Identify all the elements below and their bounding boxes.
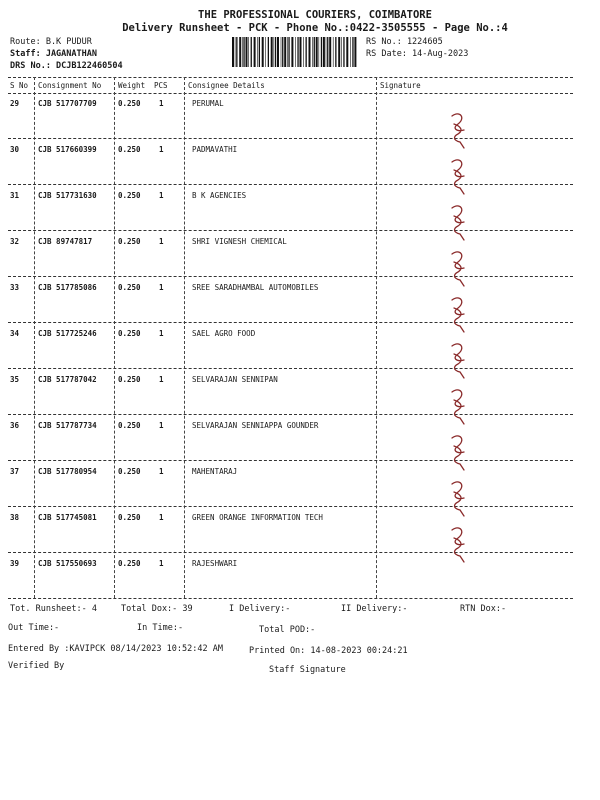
barcode-bar xyxy=(262,37,264,67)
barcode-bar xyxy=(327,37,328,67)
row-rule xyxy=(8,138,573,139)
barcode-bar xyxy=(319,37,320,67)
barcode-bar xyxy=(338,37,340,67)
row-details: SELVARAJAN SENNIPAN xyxy=(192,375,278,384)
barcode-image xyxy=(231,37,359,67)
row-weight: 0.250 xyxy=(118,467,141,476)
staff-label: Staff: JAGANATHAN xyxy=(10,49,97,59)
row-pcs: 1 xyxy=(159,237,164,246)
row-pcs: 1 xyxy=(159,329,164,338)
row-details: PERUMAL xyxy=(192,99,224,108)
company-title: THE PROFESSIONAL COURIERS, COIMBATORE xyxy=(198,9,432,21)
row-rule xyxy=(8,368,573,369)
barcode-bar xyxy=(239,37,241,67)
row-rule xyxy=(8,506,573,507)
row-details: SELVARAJAN SENNIAPPA GOUNDER xyxy=(192,421,319,430)
out-time: Out Time:- xyxy=(8,623,60,633)
row-sno: 38 xyxy=(10,513,20,522)
staff-signature-label: Staff Signature xyxy=(269,665,346,675)
row-consignment: CJB 517707709 xyxy=(38,99,97,108)
barcode-bar xyxy=(287,37,288,67)
row-signature xyxy=(452,252,464,286)
row-signature xyxy=(452,436,464,470)
row-weight: 0.250 xyxy=(118,145,141,154)
row-consignment: CJB 517787734 xyxy=(38,421,97,430)
row-consignment: CJB 517787042 xyxy=(38,375,97,384)
row-weight: 0.250 xyxy=(118,421,141,430)
row-pcs: 1 xyxy=(159,99,164,108)
row-details: GREEN ORANGE INFORMATION TECH xyxy=(192,513,323,522)
row-weight: 0.250 xyxy=(118,99,141,108)
row-pcs: 1 xyxy=(159,513,164,522)
row-pcs: 1 xyxy=(159,145,164,154)
barcode-bar xyxy=(282,37,283,67)
barcode-bar xyxy=(257,37,258,67)
barcode-bar xyxy=(235,37,236,67)
signature-marks xyxy=(440,104,480,564)
barcode-bar xyxy=(291,37,293,67)
row-details: SHRI VIGNESH CHEMICAL xyxy=(192,237,287,246)
row-sno: 32 xyxy=(10,237,20,246)
route-label: Route: B.K PUDUR xyxy=(10,37,92,47)
row-sno: 30 xyxy=(10,145,20,154)
row-weight: 0.250 xyxy=(118,513,141,522)
row-consignment: CJB 89747817 xyxy=(38,237,93,246)
barcode-bar xyxy=(297,37,298,67)
runsheet-subtitle: Delivery Runsheet - PCK - Phone No.:0422-3505555 - Page No.:4 xyxy=(122,22,508,34)
row-rule xyxy=(8,414,573,415)
row-details: PADMAVATHI xyxy=(192,145,238,154)
barcode-bar xyxy=(277,37,279,67)
row-sno: 35 xyxy=(10,375,20,384)
barcode-bar xyxy=(232,37,234,67)
barcode-bar xyxy=(275,37,276,67)
barcode-bar xyxy=(341,37,342,67)
barcode-bar xyxy=(329,37,331,67)
row-details: RAJESHWARI xyxy=(192,559,238,568)
row-pcs: 1 xyxy=(159,191,164,200)
col-sno-header: S No xyxy=(10,81,29,90)
barcode-bar xyxy=(242,37,243,67)
row-sno: 31 xyxy=(10,191,20,200)
row-pcs: 1 xyxy=(159,421,164,430)
col-divider xyxy=(184,77,185,598)
col-consignment-header: Consignment No xyxy=(38,81,102,90)
row-sno: 39 xyxy=(10,559,20,568)
barcode-bar xyxy=(268,37,269,67)
barcode-bar xyxy=(335,37,336,67)
barcode-bar xyxy=(346,37,348,67)
row-rule xyxy=(8,230,573,231)
col-weight-header: Weight xyxy=(118,81,146,90)
row-consignment: CJB 517550693 xyxy=(38,559,97,568)
col-details-header: Consignee Details xyxy=(188,81,265,90)
barcode-bar xyxy=(316,37,318,67)
row-details: B K AGENCIES xyxy=(192,191,247,200)
entered-by: Entered By :KAVIPCK 08/14/2023 10:52:42 AM xyxy=(8,644,223,654)
row-rule xyxy=(8,184,573,185)
barcode-bar xyxy=(259,37,260,67)
row-weight: 0.250 xyxy=(118,191,141,200)
row-consignment: CJB 517745081 xyxy=(38,513,97,522)
row-details: SREE SARADHAMBAL AUTOMOBILES xyxy=(192,283,319,292)
in-time: In Time:- xyxy=(137,623,184,633)
barcode-bar xyxy=(312,37,313,67)
barcode-bar xyxy=(352,37,353,67)
col-pcs-header: PCS xyxy=(154,81,168,90)
barcode-bar xyxy=(303,37,304,67)
barcode-bar xyxy=(350,37,351,67)
row-pcs: 1 xyxy=(159,283,164,292)
row-sno: 29 xyxy=(10,99,20,108)
row-pcs: 1 xyxy=(159,467,164,476)
barcode-bar xyxy=(321,37,322,67)
rs-number: RS No.: 1224605 xyxy=(366,37,443,47)
barcode-bar xyxy=(236,37,237,67)
col-signature-header: Signature xyxy=(380,81,421,90)
rtn-dox: RTN Dox:- xyxy=(460,604,507,614)
barcode-bar xyxy=(281,37,282,67)
barcode-bar xyxy=(333,37,334,67)
barcode-bar xyxy=(323,37,325,67)
row-consignment: CJB 517780954 xyxy=(38,467,97,476)
verified-by: Verified By xyxy=(8,661,65,671)
row-signature xyxy=(452,528,464,562)
row-sno: 36 xyxy=(10,421,20,430)
barcode-bar xyxy=(306,37,307,67)
i-delivery: I Delivery:- xyxy=(229,604,291,614)
ii-delivery: II Delivery:- xyxy=(341,604,408,614)
row-pcs: 1 xyxy=(159,559,164,568)
table-bottom-rule xyxy=(8,598,573,599)
row-signature xyxy=(452,344,464,378)
row-sno: 37 xyxy=(10,467,20,476)
table-top-rule xyxy=(8,77,573,78)
row-rule xyxy=(8,276,573,277)
row-details: MAHENTARAJ xyxy=(192,467,238,476)
row-sno: 34 xyxy=(10,329,20,338)
row-weight: 0.250 xyxy=(118,283,141,292)
row-consignment: CJB 517725246 xyxy=(38,329,97,338)
barcode-bar xyxy=(343,37,344,67)
barcode-bar xyxy=(265,37,266,67)
barcode-bar xyxy=(246,37,248,67)
barcode-bar xyxy=(300,37,302,67)
printed-on: Printed On: 14-08-2023 00:24:21 xyxy=(249,646,408,656)
row-signature xyxy=(452,114,464,148)
row-signature xyxy=(452,160,464,194)
row-rule xyxy=(8,322,573,323)
total-runsheet: Tot. Runsheet:- 4 xyxy=(10,604,97,614)
barcode-bar xyxy=(254,37,256,67)
row-signature xyxy=(452,206,464,240)
row-weight: 0.250 xyxy=(118,237,141,246)
barcode-bar xyxy=(295,37,296,67)
barcode-bar xyxy=(274,37,275,67)
rs-date: RS Date: 14-Aug-2023 xyxy=(366,49,469,59)
drs-number: DRS No.: DCJB122460504 xyxy=(10,61,123,71)
row-signature xyxy=(452,298,464,332)
barcode-bar xyxy=(354,37,356,67)
row-consignment: CJB 517660399 xyxy=(38,145,97,154)
total-dox: Total Dox:- 39 xyxy=(121,604,193,614)
row-consignment: CJB 517785086 xyxy=(38,283,97,292)
barcode-bar xyxy=(284,37,286,67)
row-sno: 33 xyxy=(10,283,20,292)
row-details: SAEL AGRO FOOD xyxy=(192,329,256,338)
row-consignment: CJB 517731630 xyxy=(38,191,97,200)
row-rule xyxy=(8,552,573,553)
barcode-bar xyxy=(248,37,249,67)
total-pod: Total POD:- xyxy=(259,625,316,635)
row-signature xyxy=(452,390,464,424)
barcode-bar xyxy=(326,37,327,67)
barcode-bar xyxy=(271,37,273,67)
row-rule xyxy=(8,460,573,461)
row-signature xyxy=(452,482,464,516)
header-rule xyxy=(8,93,573,94)
col-divider xyxy=(114,77,115,598)
row-weight: 0.250 xyxy=(118,559,141,568)
row-pcs: 1 xyxy=(159,375,164,384)
barcode-bar xyxy=(314,37,315,67)
barcode-bar xyxy=(243,37,244,67)
col-divider xyxy=(376,77,377,598)
col-divider xyxy=(34,77,35,598)
barcode-bar xyxy=(288,37,289,67)
row-weight: 0.250 xyxy=(118,329,141,338)
row-weight: 0.250 xyxy=(118,375,141,384)
barcode-bar xyxy=(251,37,252,67)
barcode-bar xyxy=(309,37,311,67)
